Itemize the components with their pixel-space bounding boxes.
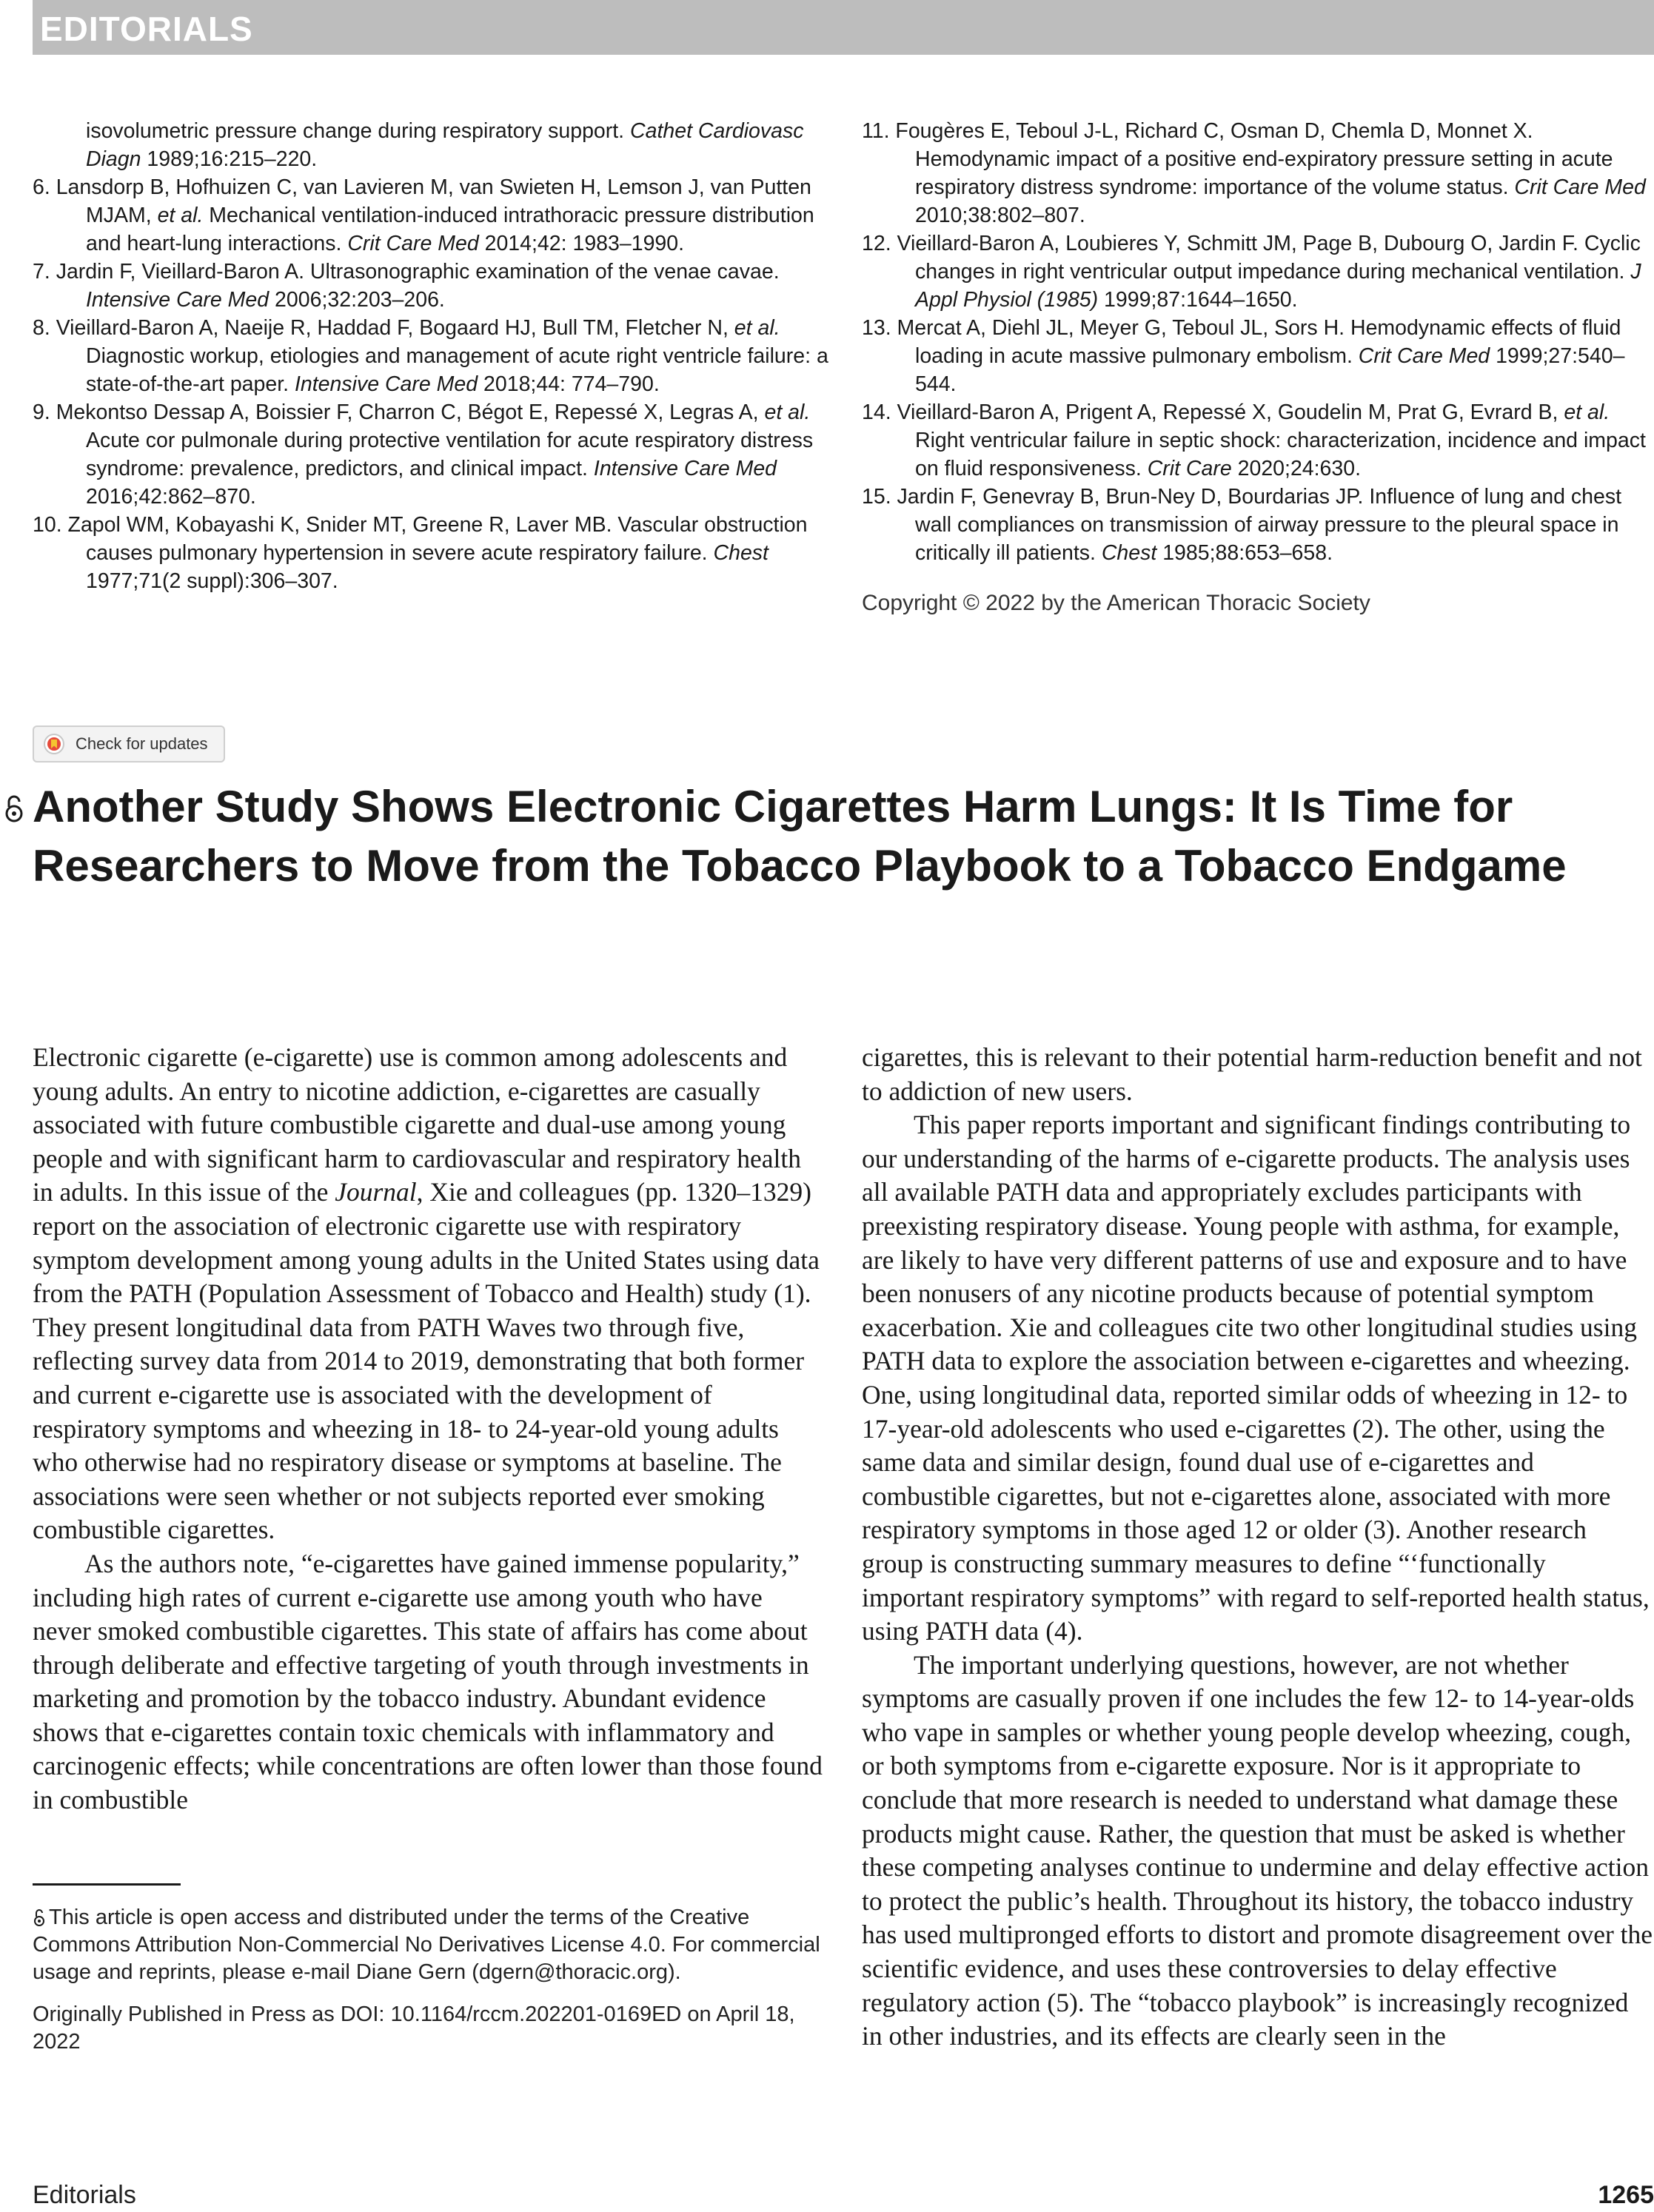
body-text: , Xie and colleagues (pp. 1320–1329) report on the association of electronic cigarette use with respiratory symptom development among young adults in the United States using data from the PATH (Population Assessment of Tobacco and Health) study (1). They present longitudinal data from PATH Waves two through five, reflecting survey data from 2014 to 2019, demonstrating that both former and current e-cigarette use is associated with the development of respiratory symptoms and wheezing in 18- to 24-year-old young adults who otherwise had no respiratory disease or symptoms at baseline. The associations were seen whether or not subjects reported ever smoking combustible cigarettes. bbox=[33, 1177, 820, 1545]
body-paragraph: The important underlying questions, however, are not whether symptoms are casually proven if one includes the few 12- to 14-year-olds who vape in samples or whether young people develop wheezing, cough, or both symptoms from e-cigarette exposure. Nor is it appropriate to conclude that more research is needed to understand what damage these products might cause. Rather, the question that must be asked is whether these competing analyses continue to undermine and delay effective action to protect the public’s health. Throughout its history, the tobacco industry has used multipronged efforts to distort and promote disagreement over the scientific evidence, and uses these controversies to delay effective regulatory action (5). The “tobacco playbook” is increasingly recognized in other industries, and its effects are clearly seen in the bbox=[862, 1649, 1653, 2051]
article-title: Another Study Shows Electronic Cigarettes Harm Lungs: It Is Time for Researchers to Move from the Tobacco Playbook to a Tobacco Endgame bbox=[33, 782, 1567, 891]
reference-details: 2014;42: 1983–1990. bbox=[478, 232, 685, 255]
reference-journal: Chest bbox=[713, 541, 769, 565]
reference-number: 11. bbox=[862, 119, 896, 143]
reference-title: Acute cor pulmonale during protective ventilation for acute respiratory distress syndrome: prevalence, predictors, and clinical impact. bbox=[86, 429, 814, 480]
reference-journal: Chest bbox=[1101, 541, 1157, 565]
article-title-block bbox=[0, 777, 1629, 896]
reference-authors: Vieillard-Baron A, Loubieres Y, Schmitt JM, Page B, Dubourg O, Jardin F. Cyclic changes in right ventricular output impedance during mechanical ventilation. bbox=[897, 232, 1641, 284]
reference-details: 2020;24:630. bbox=[1231, 457, 1362, 480]
license-text: This article is open access and distributed under the terms of the Creative Commons Attribution Non-Commercial No Derivatives License 4.0. For commercial usage and reprints, please e-mail Diane Gern (dgern@thoracic.org). bbox=[33, 1906, 820, 1984]
reference-number: 10. bbox=[33, 513, 68, 537]
reference-journal: Crit Care Med bbox=[347, 232, 479, 255]
reference-authors: isovolumetric pressure change during respiratory support. bbox=[86, 119, 631, 143]
section-label: EDITORIALS bbox=[40, 10, 253, 48]
body-right-column bbox=[862, 1041, 1654, 2054]
copyright-notice: Copyright © 2022 by the American Thoracic Society bbox=[862, 591, 1370, 615]
reference-item bbox=[862, 314, 1654, 398]
reference-authors: Mekontso Dessap A, Boissier F, Charron C, Bégot E, Repessé X, Legras A, bbox=[56, 400, 765, 424]
body-text: Electronic cigarette (e-cigarette) use is common among adolescents and young adults. An entry to nicotine addiction, e-cigarettes are casually associated with future combustible cigarette and dual-use among young people and with significant harm to cardiovascular and respiratory health in adults. In this issue of the bbox=[33, 1042, 802, 1207]
reference-etal: et al. bbox=[1564, 400, 1610, 424]
reference-details: 2006;32:203–206. bbox=[269, 288, 445, 312]
check-for-updates-button[interactable] bbox=[33, 725, 225, 763]
reference-number: 13. bbox=[862, 316, 897, 340]
reference-authors: Fougères E, Teboul J-L, Richard C, Osman D, Chemla D, Monnet X. Hemodynamic impact of a positive end-expiratory pressure setting in acute respiratory distress syndrome: importance of the volume status. bbox=[895, 119, 1613, 199]
body-paragraph bbox=[33, 1041, 825, 1547]
reference-journal: Intensive Care Med bbox=[593, 457, 777, 480]
reference-journal: Intensive Care Med bbox=[86, 288, 269, 312]
reference-details: 2016;42:862–870. bbox=[86, 485, 256, 509]
page-number: 1265 bbox=[1598, 2181, 1654, 2209]
reference-item bbox=[33, 173, 832, 258]
open-access-icon bbox=[33, 1908, 46, 1927]
reference-authors: Lansdorp B, Hofhuizen C, van Lavieren M, van Swieten H, Lemson J, van Putten MJAM, bbox=[56, 175, 811, 227]
reference-item bbox=[862, 117, 1654, 229]
reference-details: 1977;71(2 suppl):306–307. bbox=[86, 569, 338, 593]
body-left-column bbox=[33, 1041, 825, 1817]
body-paragraph: This paper reports important and significant findings contributing to our understanding of the harms of e-cigarette products. The analysis uses all available PATH data and appropriately excludes participants with preexisting respiratory disease. Young people with asthma, for example, are likely to have very different patterns of use and exposure and to have been nonusers of any nicotine products because of potential symptom exacerbation. Xie and colleagues cite two other longitudinal studies using PATH data to explore the association between e-cigarettes and wheezing. One, using longitudinal data, reported similar odds of wheezing in 12- to 17-year-old adolescents who used e-cigarettes (2). The other, using the same data and similar design, found dual use of e-cigarettes and combustible cigarettes, but not e-cigarettes alone, associated with more respiratory symptoms in those aged 12 or older (3). Another research group is constructing summary measures to define “‘functionally important respiratory symptoms” with regard to self-reported health status, using PATH data (4). bbox=[862, 1110, 1650, 1646]
journal-name: Journal bbox=[335, 1177, 417, 1207]
reference-item bbox=[33, 117, 832, 173]
reference-authors: Jardin F, Vieillard-Baron A. Ultrasonographic examination of the venae cavae. bbox=[56, 260, 780, 284]
body-paragraph: As the authors note, “e-cigarettes have gained immense popularity,” including high rates of current e-cigarette use among youth who have never smoked combustible cigarettes. This state of affairs has come about through deliberate and effective targeting of youth through investments in marketing and promotion by the tobacco industry. Abundant evidence shows that e-cigarettes contain toxic chemicals with inflammatory and carcinogenic effects; while concentrations are often lower than those found in combustible bbox=[33, 1548, 823, 1815]
reference-title: Mechanical ventilation-induced intrathoracic pressure distribution and heart-lung interactions. bbox=[86, 204, 814, 255]
reference-etal: et al. bbox=[734, 316, 780, 340]
reference-number: 15. bbox=[862, 485, 897, 509]
body-paragraph: cigarettes, this is relevant to their potential harm-reduction benefit and not to addiction of new users. bbox=[862, 1042, 1642, 1106]
reference-journal: Crit Care Med bbox=[1514, 175, 1646, 199]
reference-number: 9. bbox=[33, 400, 56, 424]
section-header-bar bbox=[33, 0, 1654, 55]
check-for-updates-label: Check for updates bbox=[76, 734, 208, 753]
references-left-column bbox=[33, 117, 832, 595]
reference-item bbox=[862, 229, 1654, 314]
reference-journal: Cathet Cardiovasc Diagn bbox=[86, 119, 804, 171]
reference-item bbox=[33, 398, 832, 511]
reference-item bbox=[33, 314, 832, 398]
footer-section-label: Editorials bbox=[33, 2181, 136, 2209]
reference-details: 1999;27:540–544. bbox=[915, 344, 1625, 396]
reference-number: 7. bbox=[33, 260, 56, 284]
reference-item bbox=[33, 511, 832, 595]
reference-details: 2010;38:802–807. bbox=[915, 204, 1085, 227]
publication-note: Originally Published in Press as DOI: 10.1164/rccm.202201-0169ED on April 18, 2022 bbox=[33, 2002, 795, 2054]
reference-journal: Crit Care Med bbox=[1358, 344, 1490, 368]
reference-item bbox=[862, 483, 1654, 567]
reference-authors: Vieillard-Baron A, Naeije R, Haddad F, Bogaard HJ, Bull TM, Fletcher N, bbox=[56, 316, 734, 340]
reference-details: 2018;44: 774–790. bbox=[478, 372, 660, 396]
reference-authors: Jardin F, Genevray B, Brun-Ney D, Bourdarias JP. Influence of lung and chest wall compliances on transmission of airway pressure to the pleural space in critically ill patients. bbox=[897, 485, 1622, 565]
reference-journal: Intensive Care Med bbox=[294, 372, 478, 396]
references-right-column bbox=[862, 117, 1654, 640]
reference-journal: Crit Care bbox=[1147, 457, 1232, 480]
reference-number: 8. bbox=[33, 316, 56, 340]
license-note bbox=[33, 1904, 832, 1986]
reference-etal: et al. bbox=[157, 204, 204, 227]
reference-details: 1989;16:215–220. bbox=[141, 147, 318, 171]
reference-details: 1999;87:1644–1650. bbox=[1098, 288, 1298, 312]
reference-authors: Vieillard-Baron A, Prigent A, Repessé X, Goudelin M, Prat G, Evrard B, bbox=[897, 400, 1564, 424]
crossmark-icon bbox=[43, 733, 65, 755]
reference-authors: Zapol WM, Kobayashi K, Snider MT, Greene R, Laver MB. Vascular obstruction causes pulmonary hypertension in severe acute respiratory failure. bbox=[67, 513, 808, 565]
footnote bbox=[33, 1904, 832, 2071]
reference-authors: Mercat A, Diehl JL, Meyer G, Teboul JL, Sors H. Hemodynamic effects of fluid loading in acute massive pulmonary embolism. bbox=[897, 316, 1621, 368]
reference-item bbox=[33, 258, 832, 314]
open-access-icon bbox=[3, 794, 25, 823]
reference-title: Right ventricular failure in septic shock: characterization, incidence and impact on fluid responsiveness. bbox=[915, 429, 1646, 480]
reference-number: 12. bbox=[862, 232, 897, 255]
reference-journal: J Appl Physiol (1985) bbox=[915, 260, 1641, 312]
reference-number: 6. bbox=[33, 175, 56, 199]
reference-details: 1985;88:653–658. bbox=[1156, 541, 1333, 565]
reference-item bbox=[862, 398, 1654, 483]
reference-etal: et al. bbox=[764, 400, 811, 424]
reference-title: Diagnostic workup, etiologies and management of acute right ventricle failure: a state-of-the-art paper. bbox=[86, 344, 828, 396]
reference-number: 14. bbox=[862, 400, 897, 424]
footnote-divider bbox=[33, 1883, 181, 1886]
